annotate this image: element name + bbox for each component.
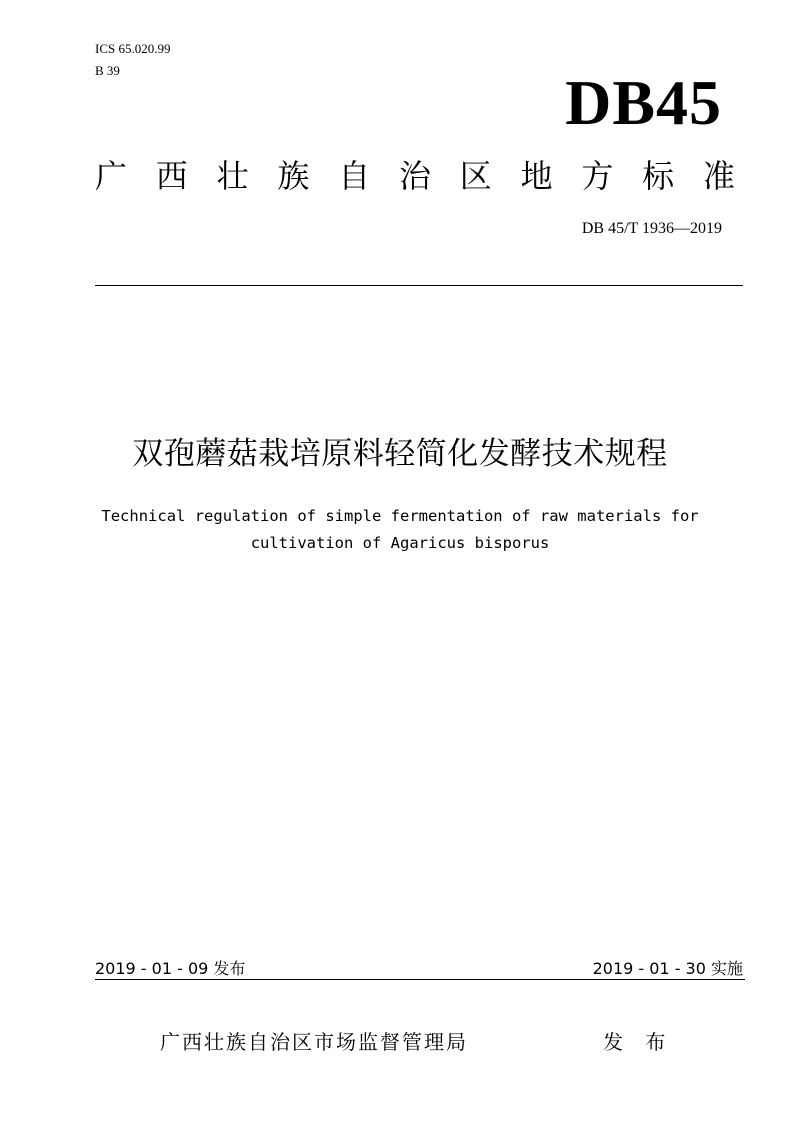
standard-type-char: 标 (642, 157, 675, 195)
standard-type-char: 西 (155, 157, 188, 195)
footer-divider (95, 979, 745, 980)
issuing-authority: 广西壮族自治区市场监督管理局 (160, 1030, 468, 1054)
standard-type-char: 准 (702, 157, 735, 195)
standard-type-char: 族 (277, 157, 310, 195)
english-title-line-1: Technical regulation of simple fermentation of raw materials for (101, 507, 699, 525)
ccs-code: B 39 (95, 63, 120, 78)
standard-type-title (95, 154, 735, 198)
standard-type-char: 壮 (216, 157, 249, 195)
standard-type-char: 地 (520, 157, 553, 195)
standard-type-char: 方 (581, 157, 614, 195)
standard-type-char: 自 (338, 157, 371, 195)
publish-label: 发 布 (603, 1030, 674, 1054)
issue-date: 2019 - 01 - 09 发布 (95, 959, 246, 978)
standard-type-char: 治 (398, 157, 431, 195)
english-title-line-2: cultivation of Agaricus bisporus (250, 534, 550, 552)
implementation-date: 2019 - 01 - 30 实施 (592, 959, 743, 978)
standard-number: DB 45/T 1936—2019 (581, 220, 722, 237)
chinese-title: 双孢蘑菇栽培原料轻简化发酵技术规程 (132, 436, 668, 472)
standard-type-char: 广 (95, 157, 128, 195)
header-divider (95, 285, 743, 286)
standard-type-char: 区 (459, 157, 492, 195)
english-title (60, 503, 740, 557)
db-code-logo: DB45 (565, 67, 722, 138)
ics-code: ICS 65.020.99 (95, 41, 171, 56)
